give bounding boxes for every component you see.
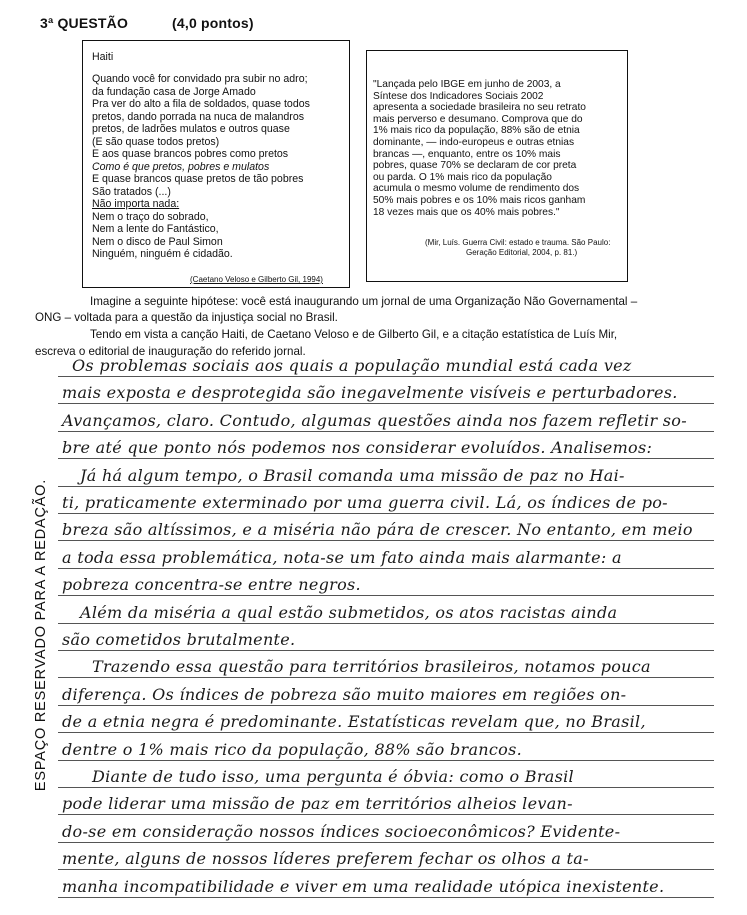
handwritten-line: a toda essa problemática, nota-se um fato ainda mais alarmante: a	[62, 547, 622, 567]
ruled-line	[58, 376, 714, 377]
ruled-line	[58, 677, 714, 678]
handwritten-line: Além da miséria a qual estão submetidos, os atos racistas ainda	[80, 602, 618, 622]
ruled-line	[58, 403, 714, 404]
ruled-line	[58, 568, 714, 569]
question-number: 3ª QUESTÃO	[40, 15, 129, 31]
ruled-line	[58, 705, 714, 706]
handwritten-line: Diante de tudo isso, uma pergunta é óbvia: como o Brasil	[92, 767, 574, 786]
reserved-space-label: ESPAÇO RESERVADO PARA A REDAÇÃO.	[33, 478, 49, 792]
poem-line: Não importa nada:	[92, 198, 180, 210]
handwritten-line: mais exposta e desprotegida são inegavelmente visíveis e perturbadores.	[62, 383, 678, 403]
poem-line: Nem a lente do Fantástico,	[92, 223, 219, 235]
poem-line: Ninguém, ninguém é cidadão.	[92, 248, 233, 260]
instruction-line-4: escreva o editorial de inauguração do referido jornal.	[35, 345, 306, 358]
quote-line: ou parda. O 1% mais rico da população	[373, 171, 552, 183]
poem-line: Nem o disco de Paul Simon	[92, 235, 223, 248]
handwritten-line: do-se em consideração nossos índices socioeconômicos? Evidente-	[62, 821, 621, 841]
handwritten-line: manha incompatibilidade e viver em uma realidade utópica inexistente.	[62, 876, 665, 896]
quote-line: 50% mais pobres e os 10% mais ricos ganham	[373, 195, 586, 206]
ruled-line	[58, 431, 714, 432]
handwritten-line: Trazendo essa questão para territórios brasileiros, notamos pouca	[92, 657, 651, 677]
handwritten-line: pode liderar uma missão de paz em territórios alheios levan-	[62, 794, 573, 814]
question-points: (4,0 pontos)	[172, 15, 254, 31]
handwritten-line: Já há algum tempo, o Brasil comanda uma missão de paz no Hai-	[80, 465, 625, 485]
handwritten-line: Os problemas sociais aos quais a população mundial está cada vez	[72, 356, 632, 375]
handwritten-line: diferença. Os índices de pobreza são muito maiores em regiões on-	[62, 684, 627, 704]
poem-credit: (Caetano Veloso e Gilberto Gil, 1994)	[190, 275, 323, 284]
quote-source-line-1: (Mir, Luís. Guerra Civil: estado e trauma. São Paulo:	[425, 238, 611, 247]
quote-line: Síntese dos Indicadores Sociais 2002	[373, 90, 544, 102]
handwritten-line: bre até que ponto nós podemos nos considerar evoluídos. Analisemos:	[62, 438, 653, 458]
ruled-line	[58, 787, 714, 788]
quote-line: 1% mais rico da população, 88% são de etnia	[373, 125, 580, 137]
poem-line: Quando você for convidado pra subir no adro;	[92, 73, 308, 85]
ruled-line	[58, 486, 714, 487]
quote-line: apresenta a sociedade brasileira no seu retrato	[373, 102, 586, 114]
poem-line: da fundação casa de Jorge Amado	[92, 85, 256, 98]
poem-title: Haiti	[92, 51, 114, 63]
ruled-line	[58, 760, 714, 761]
quote-source-line-2: Geração Editorial, 2004, p. 81.)	[466, 248, 578, 257]
handwritten-line: são cometidos brutalmente.	[62, 630, 296, 649]
handwritten-line: Avançamos, claro. Contudo, algumas questões ainda nos fazem refletir so-	[62, 410, 687, 430]
poem-line: pretos, dando porrada na nuca de malandros	[92, 110, 305, 123]
instruction-line-2: ONG – voltada para a questão da injustiça social no Brasil.	[35, 311, 338, 324]
ruled-line	[58, 513, 714, 514]
poem-line: São tratados (...)	[92, 185, 171, 198]
poem-line: Pra ver do alto a fila de soldados, quase todos	[92, 98, 310, 110]
handwritten-line: breza são altíssimos, e a miséria não pára de crescer. No entanto, em meio	[62, 520, 693, 540]
quote-line: pobres, quase 70% se declaram de cor preta	[373, 160, 577, 172]
poem-line: (E são quase todos pretos)	[92, 135, 220, 148]
ruled-line	[58, 650, 714, 651]
handwritten-line: ti, praticamente exterminado por uma guerra civil. Lá, os índices de po-	[62, 493, 668, 512]
instruction-line-3: Tendo em vista a canção Haiti, de Caetano Veloso e de Gilberto Gil, e a citação estatística de Luís Mir,	[90, 328, 618, 341]
ruled-line	[58, 869, 714, 870]
ruled-line	[58, 842, 714, 843]
ruled-line	[58, 540, 714, 541]
ruled-line	[58, 595, 714, 596]
instruction-line-1: Imagine a seguinte hipótese: você está inaugurando um jornal de uma Organização Não Governamental –	[90, 295, 638, 308]
poem-line: Nem o traço do sobrado,	[92, 210, 209, 223]
poem-line: E aos quase brancos pobres como pretos	[92, 148, 289, 160]
quote-line: dominante, — indo-europeus e outras etnias	[373, 137, 575, 148]
quote-line: mais perverso e desumano. Comprova que do	[373, 113, 583, 125]
handwritten-line: de a etnia negra é predominante. Estatísticas revelam que, no Brasil,	[62, 712, 646, 732]
handwritten-line: pobreza concentra-se entre negros.	[62, 575, 361, 595]
handwritten-line: mente, alguns de nossos líderes preferem fechar os olhos a ta-	[62, 849, 589, 869]
poem-line: pretos, de ladrões mulatos e outros quase	[92, 123, 290, 135]
ruled-line	[58, 732, 714, 733]
ruled-line	[58, 814, 714, 815]
ruled-line	[58, 458, 714, 459]
quote-line: "Lançada pelo IBGE em junho de 2003, a	[373, 79, 561, 90]
ruled-line	[58, 623, 714, 624]
poem-line: Como é que pretos, pobres e mulatos	[92, 160, 270, 173]
poem-line: E quase brancos quase pretos de tão pobres	[92, 173, 304, 185]
quote-line: acumula o mesmo volume de rendimento dos	[373, 183, 580, 195]
ruled-line	[58, 897, 714, 898]
handwritten-line: dentre o 1% mais rico da população, 88% são brancos.	[62, 739, 522, 759]
quote-line: brancas —, enquanto, entre os 10% mais	[373, 148, 561, 160]
quote-line: 18 vezes mais que os 40% mais pobres."	[373, 206, 560, 218]
